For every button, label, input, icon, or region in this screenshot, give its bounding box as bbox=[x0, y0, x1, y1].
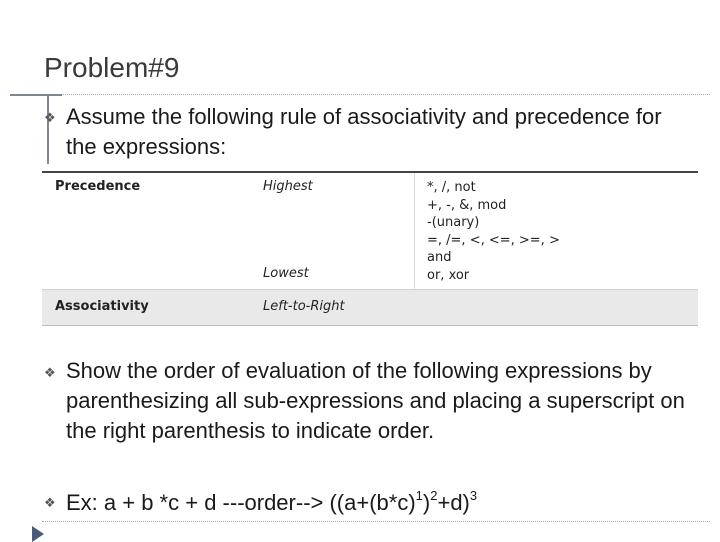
bullet-icon: ❖ bbox=[44, 496, 56, 511]
order-superscript: 2 bbox=[430, 488, 438, 503]
footer-divider bbox=[42, 521, 710, 522]
accent-line-horizontal bbox=[10, 94, 62, 96]
example-suffix: +d) bbox=[437, 490, 470, 515]
operator-level: +, -, &, mod bbox=[427, 197, 507, 213]
lowest-label: Lowest bbox=[263, 266, 309, 281]
table-row-precedence bbox=[42, 173, 698, 289]
order-superscript: 1 bbox=[415, 488, 423, 503]
example-paren: ) bbox=[422, 490, 431, 515]
table-bottom-border bbox=[42, 325, 698, 326]
operator-level: =, /=, <, <=, >=, > bbox=[427, 232, 560, 248]
operator-list bbox=[427, 179, 560, 285]
operator-level: or, xor bbox=[427, 267, 470, 283]
order-superscript: 3 bbox=[469, 488, 478, 503]
title-divider bbox=[38, 94, 710, 95]
associativity-value: Left-to-Right bbox=[263, 299, 345, 314]
highest-label: Highest bbox=[263, 179, 313, 194]
precedence-label: Precedence bbox=[55, 179, 141, 194]
example-prefix: Ex: a + b *c + d ---order--> ((a+(b*c) bbox=[66, 490, 416, 515]
slide-title: Problem#9 bbox=[44, 52, 180, 83]
operator-level: -(unary) bbox=[427, 215, 480, 231]
example-expression bbox=[66, 488, 706, 518]
table-column-divider bbox=[414, 173, 415, 291]
associativity-label: Associativity bbox=[55, 299, 149, 314]
bullet-icon: ❖ bbox=[44, 111, 56, 126]
bullet-icon: ❖ bbox=[44, 366, 56, 381]
precedence-table bbox=[42, 171, 698, 327]
bullet-text-1: Assume the following rule of associativity and precedence for the expressions: bbox=[66, 104, 662, 159]
accent-line-vertical bbox=[47, 96, 49, 164]
operator-level: and bbox=[427, 250, 452, 266]
operator-level: *, /, not bbox=[427, 180, 476, 195]
bullet-text-2: Show the order of evaluation of the following expressions by parenthesizing all sub-expressions and placing a superscript on the right parenthesis to indicate order. bbox=[66, 358, 685, 443]
